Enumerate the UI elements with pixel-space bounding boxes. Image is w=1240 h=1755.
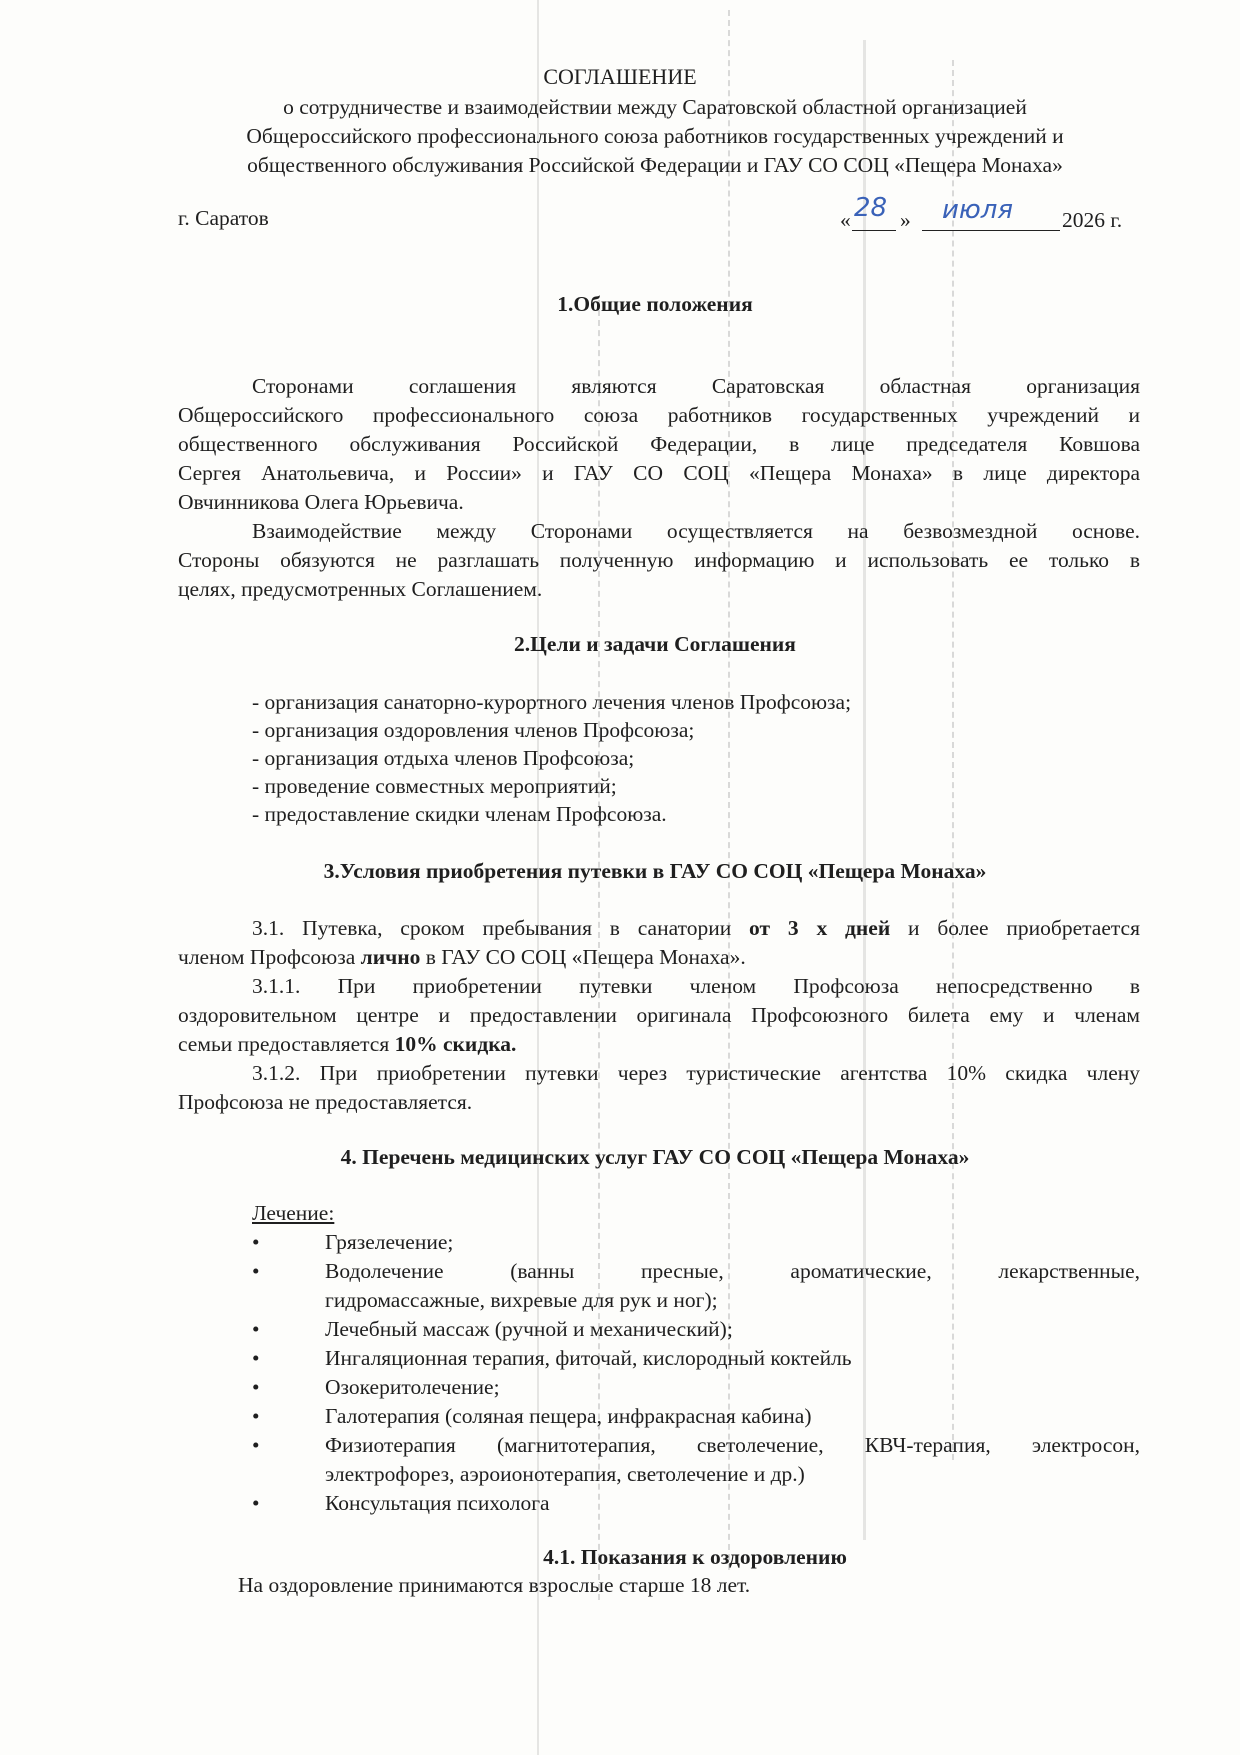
service-item: Ингаляционная терапия, фиточай, кислородный коктейль bbox=[325, 1346, 852, 1370]
clause-3-1-1-line bbox=[178, 1030, 516, 1059]
month-underline bbox=[922, 230, 1060, 231]
section-1-paragraph-2-line: Взаимодействие между Сторонами осуществляется на безвозмездной основе. bbox=[252, 519, 1140, 543]
service-item: Грязелечение; bbox=[325, 1230, 454, 1254]
section-1-paragraph-1-line: Сторонами соглашения являются Саратовская областная организация bbox=[252, 374, 1140, 398]
section-1-paragraph-2-line: Стороны обязуются не разглашать полученную информацию и использовать ее только в bbox=[178, 548, 1140, 572]
goal-item: - организация отдыха членов Профсоюза; bbox=[252, 746, 635, 770]
scan-streak bbox=[952, 60, 954, 1460]
service-item: Озокеритолечение; bbox=[325, 1375, 500, 1399]
section-1-paragraph-2-line: целях, предусмотренных Соглашением. bbox=[178, 577, 543, 601]
clause-3-1-text: 3.1. Путевка, сроком пребывания в санатории bbox=[252, 916, 750, 940]
service-item: электрофорез, аэроионотерапия, светолечение и др.) bbox=[325, 1462, 805, 1486]
clause-3-1-bold: от 3 х дней bbox=[749, 916, 891, 940]
bullet-icon: • bbox=[252, 1433, 260, 1457]
clause-3-1-text: и более приобретается bbox=[890, 916, 1140, 940]
service-item: гидромассажные, вихревые для рук и ног); bbox=[325, 1288, 718, 1312]
subtitle-line: общественного обслуживания Российской Федерации и ГАУ СО СОЦ «Пещера Монаха» bbox=[247, 153, 1063, 177]
treatment-label: Лечение: bbox=[252, 1201, 335, 1225]
clause-3-1-1-line: оздоровительном центре и предоставлении оригинала Профсоюзного билета ему и членам bbox=[178, 1003, 1140, 1027]
clause-3-1-bold: лично bbox=[360, 945, 421, 969]
bullet-icon: • bbox=[252, 1259, 260, 1283]
section-4-1-text: На оздоровление принимаются взрослые старше 18 лет. bbox=[238, 1573, 751, 1597]
bullet-icon: • bbox=[252, 1317, 260, 1341]
bullet-icon: • bbox=[252, 1230, 260, 1254]
day-underline bbox=[852, 230, 896, 231]
bullet-icon: • bbox=[252, 1346, 260, 1370]
document-title: СОГЛАШЕНИЕ bbox=[543, 64, 697, 89]
bullet-icon: • bbox=[252, 1404, 260, 1428]
section-1-heading: 1.Общие положения bbox=[557, 292, 753, 316]
subtitle-line: Общероссийского профессионального союза работников государственных учреждений и bbox=[246, 124, 1064, 148]
clause-3-1-1-line: 3.1.1. При приобретении путевки членом Профсоюза непосредственно в bbox=[252, 974, 1140, 998]
service-item: Физиотерапия (магнитотерапия, светолечение, КВЧ-терапия, электросон, bbox=[325, 1433, 1140, 1457]
goal-item: - проведение совместных мероприятий; bbox=[252, 774, 617, 798]
goal-item: - предоставление скидки членам Профсоюза. bbox=[252, 802, 667, 826]
clause-3-1-line-1 bbox=[252, 914, 1140, 943]
service-item: Консультация психолога bbox=[325, 1491, 550, 1515]
city: г. Саратов bbox=[178, 206, 269, 230]
bullet-icon: • bbox=[252, 1491, 260, 1515]
section-1-paragraph-1-line: Овчинникова Олега Юрьевича. bbox=[178, 490, 464, 514]
section-1-paragraph-1-line: общественного обслуживания Российской Федерации, в лице председателя Ковшова bbox=[178, 432, 1140, 456]
service-item: Водолечение (ванны пресные, ароматические, лекарственные, bbox=[325, 1259, 1140, 1283]
section-4-1-heading: 4.1. Показания к оздоровлению bbox=[543, 1545, 847, 1569]
clause-3-1-1-text: семьи предоставляется bbox=[178, 1032, 395, 1056]
section-1-paragraph-1-line: Общероссийского профессионального союза работников государственных учреждений и bbox=[178, 403, 1140, 427]
date-quote-open: « bbox=[840, 208, 851, 232]
clause-3-1-text: в ГАУ СО СОЦ «Пещера Монаха». bbox=[420, 945, 746, 969]
date-year: 2026 г. bbox=[1062, 208, 1123, 232]
document-date bbox=[840, 193, 1140, 238]
section-1-paragraph-1-line: Сергея Анатольевича, и России» и ГАУ СО СОЦ «Пещера Монаха» в лице директора bbox=[178, 461, 1140, 485]
subtitle-line: о сотрудничестве и взаимодействии между Саратовской областной организацией bbox=[283, 95, 1027, 119]
date-day-handwritten: 28 bbox=[854, 193, 888, 223]
clause-3-1-text: членом Профсоюза bbox=[178, 945, 361, 969]
section-3-heading: 3.Условия приобретения путевки в ГАУ СО СОЦ «Пещера Монаха» bbox=[323, 859, 987, 883]
goal-item: - организация санаторно-курортного лечения членов Профсоюза; bbox=[252, 690, 852, 714]
date-quote-close: » bbox=[900, 208, 911, 232]
clause-3-1-line-2 bbox=[178, 943, 746, 972]
clause-3-1-2-line: 3.1.2. При приобретении путевки через туристические агентства 10% скидка члену bbox=[252, 1061, 1140, 1085]
clause-3-1-1-bold: 10% скидка. bbox=[394, 1032, 517, 1056]
scan-streak bbox=[863, 40, 866, 1540]
section-2-heading: 2.Цели и задачи Соглашения bbox=[514, 632, 796, 656]
bullet-icon: • bbox=[252, 1375, 260, 1399]
service-item: Галотерапия (соляная пещера, инфракрасная кабина) bbox=[325, 1404, 812, 1428]
section-4-heading: 4. Перечень медицинских услуг ГАУ СО СОЦ «Пещера Монаха» bbox=[340, 1145, 970, 1169]
service-item: Лечебный массаж (ручной и механический); bbox=[325, 1317, 733, 1341]
date-month-handwritten: июля bbox=[942, 195, 1014, 225]
clause-3-1-2-line: Профсоюза не предоставляется. bbox=[178, 1090, 473, 1114]
goal-item: - организация оздоровления членов Профсоюза; bbox=[252, 718, 695, 742]
